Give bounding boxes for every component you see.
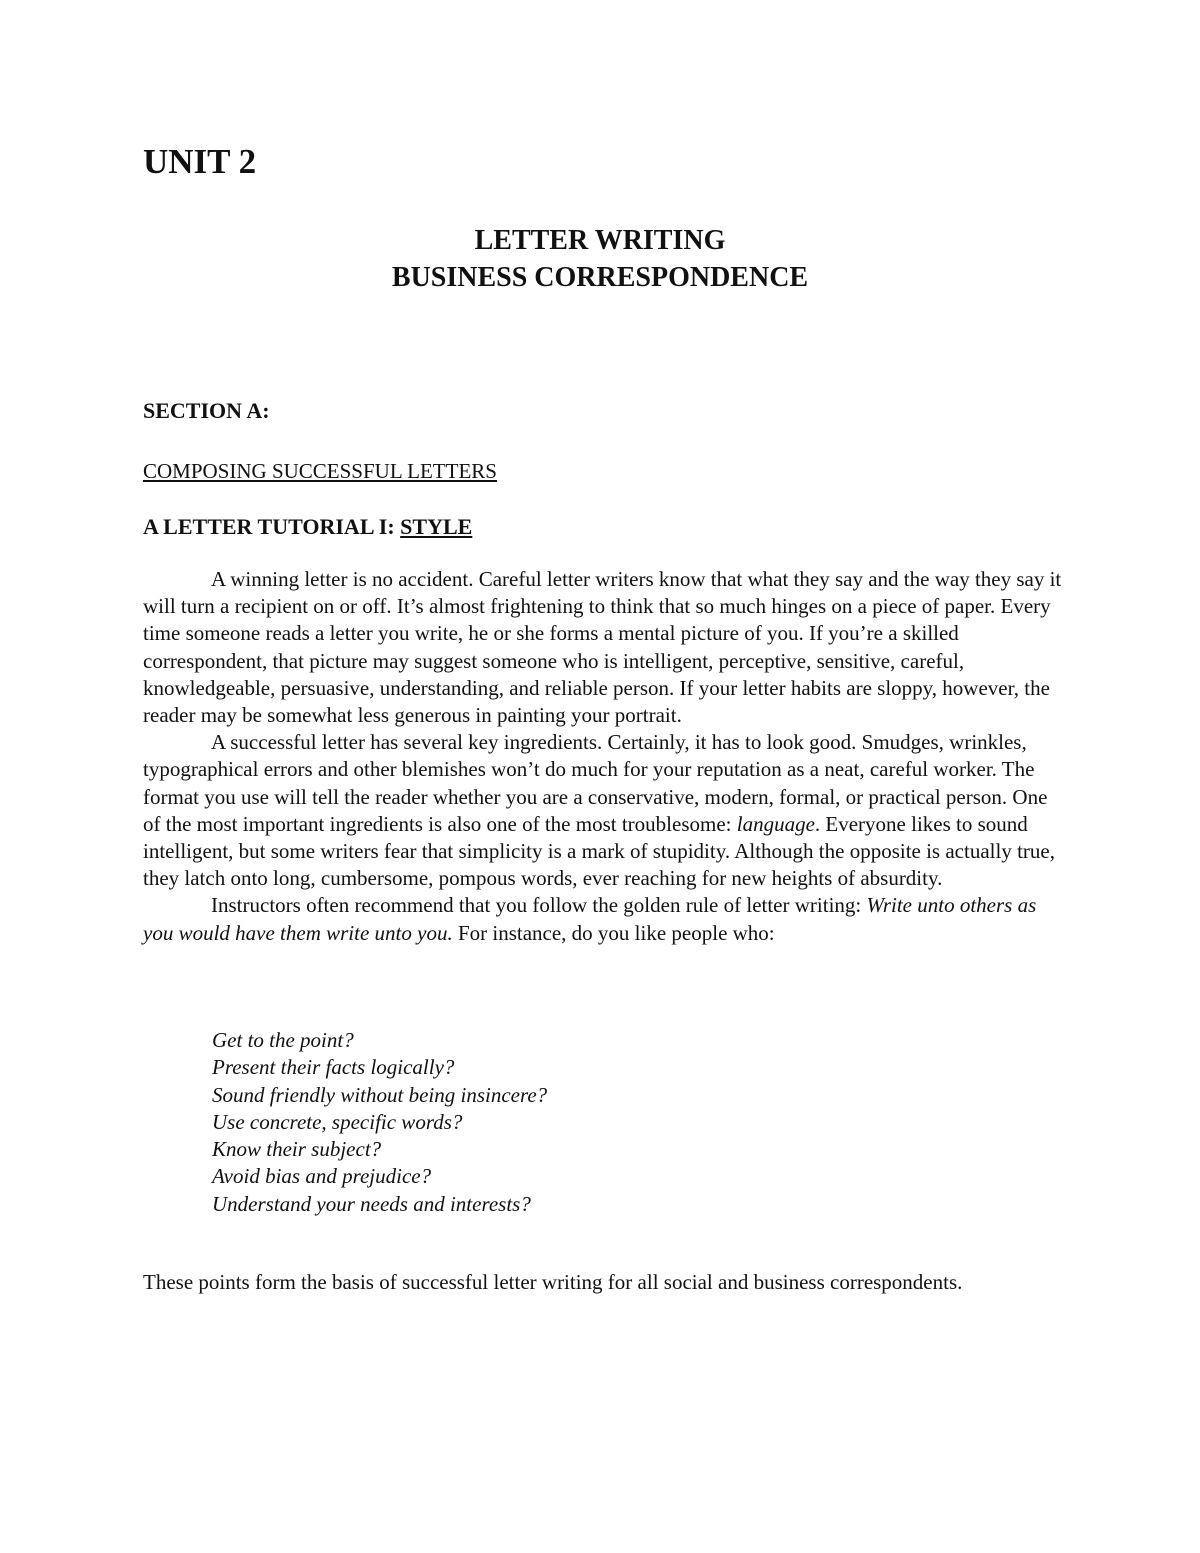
title-letter-writing: LETTER WRITING <box>474 225 726 256</box>
list-item: Present their facts logically? <box>212 1055 455 1080</box>
section-heading: SECTION A: <box>143 398 270 423</box>
paragraph-2 <box>143 729 1063 892</box>
paragraph-3-end: For instance, do you like people who: <box>452 920 775 945</box>
tutorial-topic: STYLE <box>400 514 473 539</box>
questions-list <box>212 1027 547 1218</box>
paragraph-3 <box>143 892 1063 946</box>
body-text <box>143 566 1063 947</box>
paragraph-2-start: A successful letter has several key ingredients. Certainly, it has to look good. Smudges, wrinkles, typographical errors and other blemishes won’t do much for your reputation as a neat, careful worker. The format you use will tell the reader whether you are a conservative, modern, formal, or practical person. One of the most important ingredients is also one of the most troublesome: <box>143 730 1048 836</box>
paragraph-1: A winning letter is no accident. Careful letter writers know that what they say and the way they say it will turn a recipient on or off. It’s almost frightening to think that so much hinges on a piece of paper. Every time someone reads a letter you write, he or she forms a mental picture of you. If you’re a skilled correspondent, that picture may suggest someone who is intelligent, perceptive, sensitive, careful, knowledgeable, persuasive, understanding, and reliable person. If your letter habits are sloppy, however, the reader may be somewhat less generous in painting your portrait. <box>143 567 1062 728</box>
paragraph-2-italic: language <box>736 811 815 836</box>
paragraph-3-start: Instructors often recommend that you follow the golden rule of letter writing: <box>211 893 867 918</box>
unit-heading: UNIT 2 <box>143 142 257 181</box>
list-item: Get to the point? <box>212 1028 354 1052</box>
paragraph-3-italic: Write unto others as you would have them write unto you. <box>143 893 1037 945</box>
title-business-correspondence: BUSINESS CORRESPONDENCE <box>391 262 809 293</box>
paragraph-2-end: . Everyone likes to sound intelligent, but some writers fear that simplicity is a mark of stupidity. Although the opposite is actually true, they latch onto long, cumbersome, pompous words, ever reaching for new heights of absurdity. <box>143 811 1055 891</box>
list-item: Sound friendly without being insincere? <box>212 1082 548 1107</box>
tutorial-heading <box>143 514 472 540</box>
subheading-composing: COMPOSING SUCCESSFUL LETTERS <box>143 459 497 483</box>
tutorial-prefix: A LETTER TUTORIAL I: <box>143 514 401 539</box>
closing-paragraph: These points form the basis of successful letter writing for all social and business correspondents. <box>143 1270 963 1294</box>
list-item: Understand your needs and interests? <box>212 1191 531 1216</box>
list-item: Use concrete, specific words? <box>212 1109 463 1134</box>
list-item: Avoid bias and prejudice? <box>212 1164 432 1189</box>
list-item: Know their subject? <box>212 1137 382 1162</box>
